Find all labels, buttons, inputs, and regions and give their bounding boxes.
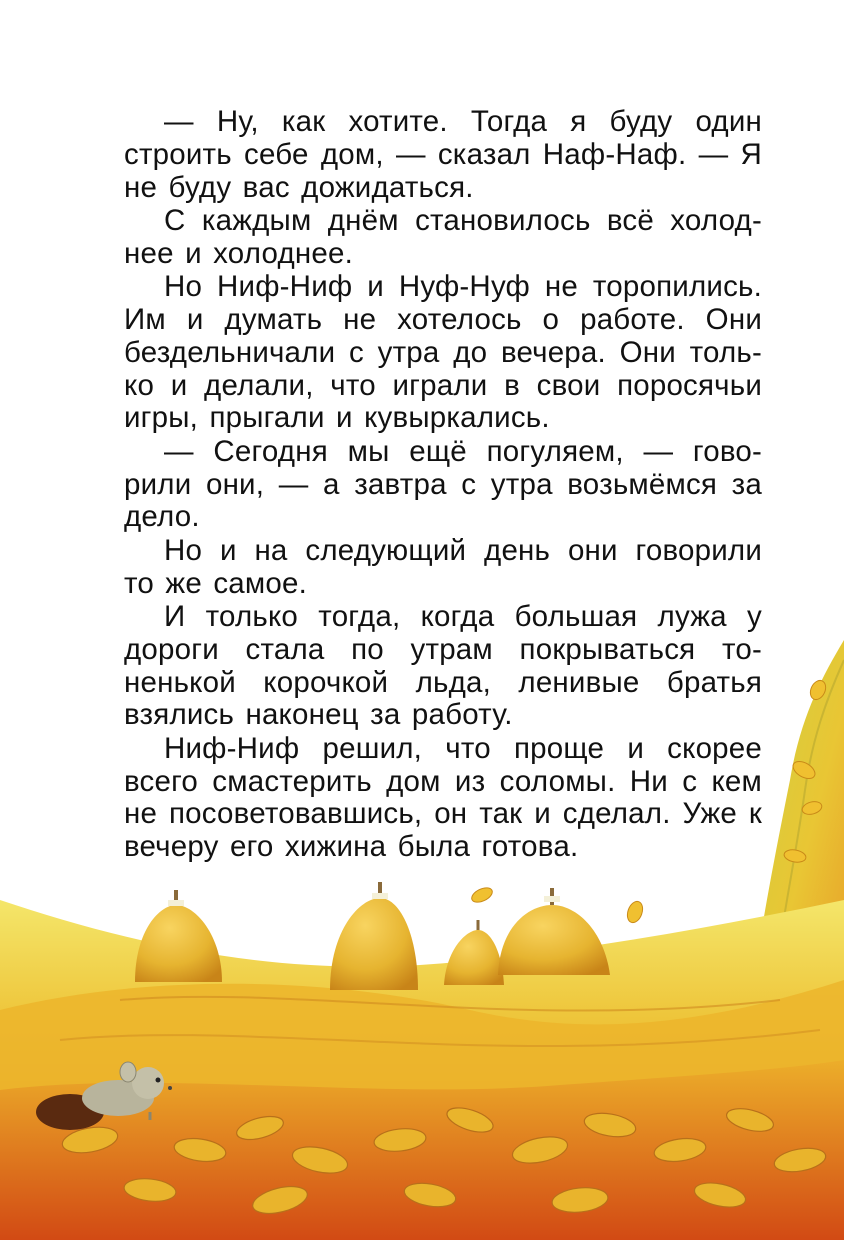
story-paragraph: И только тогда, когда большая лужа у дороги стала по утрам покрываться то-ненькой корочкой льда, ленивые братья взялись наконец за работу. — [124, 599, 762, 732]
story-paragraph: Но Ниф-Ниф и Нуф-Нуф не торопились. Им и думать не хотелось о работе. Они бездельничали с утра до вечера. Они толь-ко и делали, что играли в свои поросячьи игры, прыгали и кувыркались. — [124, 270, 762, 435]
haystack — [135, 890, 222, 982]
story-paragraph: — Сегодня мы ещё погуляем, — гово-рили они, — а завтра с утра возьмёмся за дело. — [124, 434, 762, 534]
story-paragraph: Ниф-Ниф решил, что проще и скорее всего смастерить дом из соломы. Ни с кем не посоветовавшись, он так и сделал. Уже к вечеру его хижина была готова. — [124, 731, 762, 864]
story-paragraph: Но и на следующий день они говорили то же самое. — [124, 533, 762, 600]
haystack — [444, 920, 504, 985]
story-paragraph: — Ну, как хотите. Тогда я буду один строить себе дом, — сказал Наф-Наф. — Я не буду вас дожидаться. — [124, 105, 762, 204]
haystack — [330, 882, 418, 990]
story-text — [124, 106, 762, 864]
haystack — [498, 888, 610, 975]
story-paragraph: С каждым днём становилось всё холод-нее и холоднее. — [124, 203, 762, 270]
